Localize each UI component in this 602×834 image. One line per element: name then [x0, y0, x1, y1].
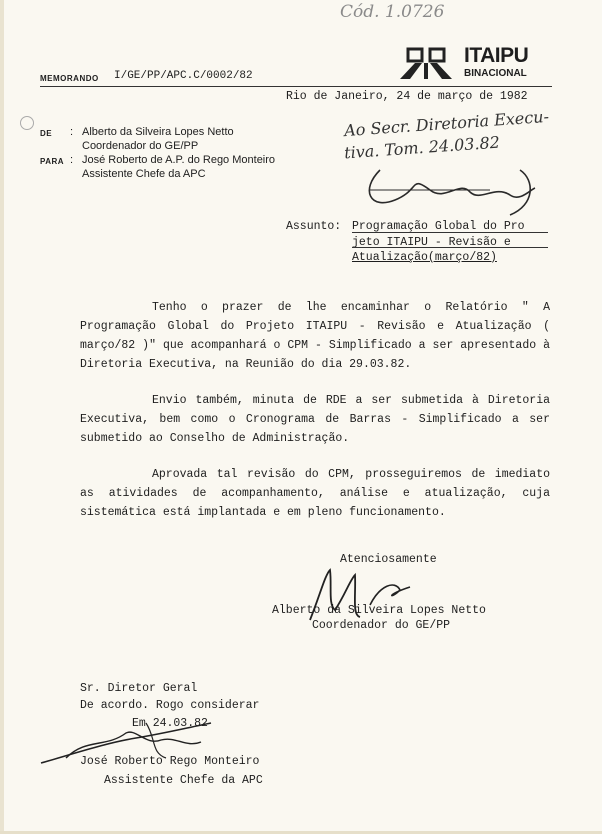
dispatch-line2: De acordo. Rogo considerar [80, 699, 260, 712]
punch-hole [20, 116, 34, 130]
signer-name: Alberto da Silveira Lopes Netto [272, 604, 486, 617]
memo-page: Cód. 1.0726 ITAIPU BINACIONAL MEMORANDO I/GE/PP/APC.C/0002/82 Rio de Janeiro, 24 de março de 1982 DE : Alberto da Silveira Lopes Netto Coordenador do GE/PP PARA : José Roberto de A.P. do Rego Monteiro Assistente Chefe da APC Ao Secr. Diretoria Execu- tiva. Tom. 24.03.82 Assunto: Programação Global do Pro jeto ITAIPU - Revisão e Atualização(março/82) Tenho o prazer de lhe encaminhar o Relatório " A Programação Global do Projeto ITAIPU - Revisão e Atualização ( março/82 )" que acompanhará o CPM - Simplificado a ser apresentado à Diretoria Executiva, na Reunião do dia 29.03.82. Envio também, minuta de RDE a ser submetida à Diretoria Executiva, bem como o Cronograma de Barras - Simplificado a ser submetido ao Conselho de Administração. Aprovada tal revisão do CPM, prosseguiremos de imediato as atividades de acompanhamento, análise e atualização, cuja sistemática está implantada e em pleno funcionamento. Atenciosamente Alberto da Silveira Lopes Netto Coordenador do GE/PP Sr. Diretor Geral De acordo. Rogo considerar Em 24.03.82 José Roberto Rego Monteiro Assistente Chefe da APC [0, 0, 602, 834]
to-label: PARA [40, 157, 65, 166]
subject-line3: Atualização(março/82) [352, 251, 497, 264]
handwritten-note-line1: Ao Secr. Diretoria Execu- [343, 106, 550, 141]
header-rule [40, 86, 552, 87]
to-name: José Roberto de A.P. do Rego Monteiro [82, 154, 276, 166]
subject-line1: Programação Global do Pro [352, 220, 525, 233]
note-signature [350, 160, 560, 220]
from-role: Coordenador do GE/PP [82, 140, 199, 152]
body-paragraph-3: Aprovada tal revisão do CPM, prosseguiremos de imediato as atividades de acompanhamento, análise e atualização, cuja sistemática está implantada e em pleno funcionamento. [80, 468, 550, 519]
second-signer-name: José Roberto Rego Monteiro [80, 755, 260, 768]
logo-subtitle: BINACIONAL [464, 68, 527, 79]
subject-label: Assunto: [286, 220, 342, 233]
memo-label: MEMORANDO [40, 74, 99, 83]
from-label: DE [40, 129, 53, 138]
body-paragraph-2: Envio também, minuta de RDE a ser submetida à Diretoria Executiva, bem como o Cronograma de Barras - Simplificado a ser submetido ao Conselho de Administração. [80, 394, 550, 445]
second-signer-role: Assistente Chefe da APC [104, 774, 263, 787]
subject-underline-2 [352, 247, 548, 248]
from-name: Alberto da Silveira Lopes Netto [82, 126, 234, 138]
subject-line2: jeto ITAIPU - Revisão e [352, 236, 511, 249]
dispatch-line1: Sr. Diretor Geral [80, 682, 198, 695]
itaipu-logo-icon [398, 46, 460, 82]
memo-number: I/GE/PP/APC.C/0002/82 [114, 70, 253, 82]
body-paragraph-1: Tenho o prazer de lhe encaminhar o Relatório " A Programação Global do Projeto ITAIPU - Revisão e Atualização ( março/82 )" que acompanhará o CPM - Simplificado a ser apresentado à Diretoria Executiva, na Reunião do dia 29.03.82. [80, 301, 550, 371]
logo-title: ITAIPU [464, 44, 529, 67]
dispatch-date: Em 24.03.82 [132, 717, 208, 730]
archive-code: Cód. 1.0726 [340, 2, 445, 22]
signer-role: Coordenador do GE/PP [312, 619, 451, 632]
closing: Atenciosamente [340, 553, 437, 566]
handwritten-note-line2: tiva. Tom. 24.03.82 [343, 132, 501, 163]
subject-underline-1 [352, 232, 548, 233]
place-date: Rio de Janeiro, 24 de março de 1982 [286, 90, 528, 103]
itaipu-logo [398, 46, 538, 84]
to-role: Assistente Chefe da APC [82, 168, 206, 180]
scan-edge [0, 0, 4, 834]
